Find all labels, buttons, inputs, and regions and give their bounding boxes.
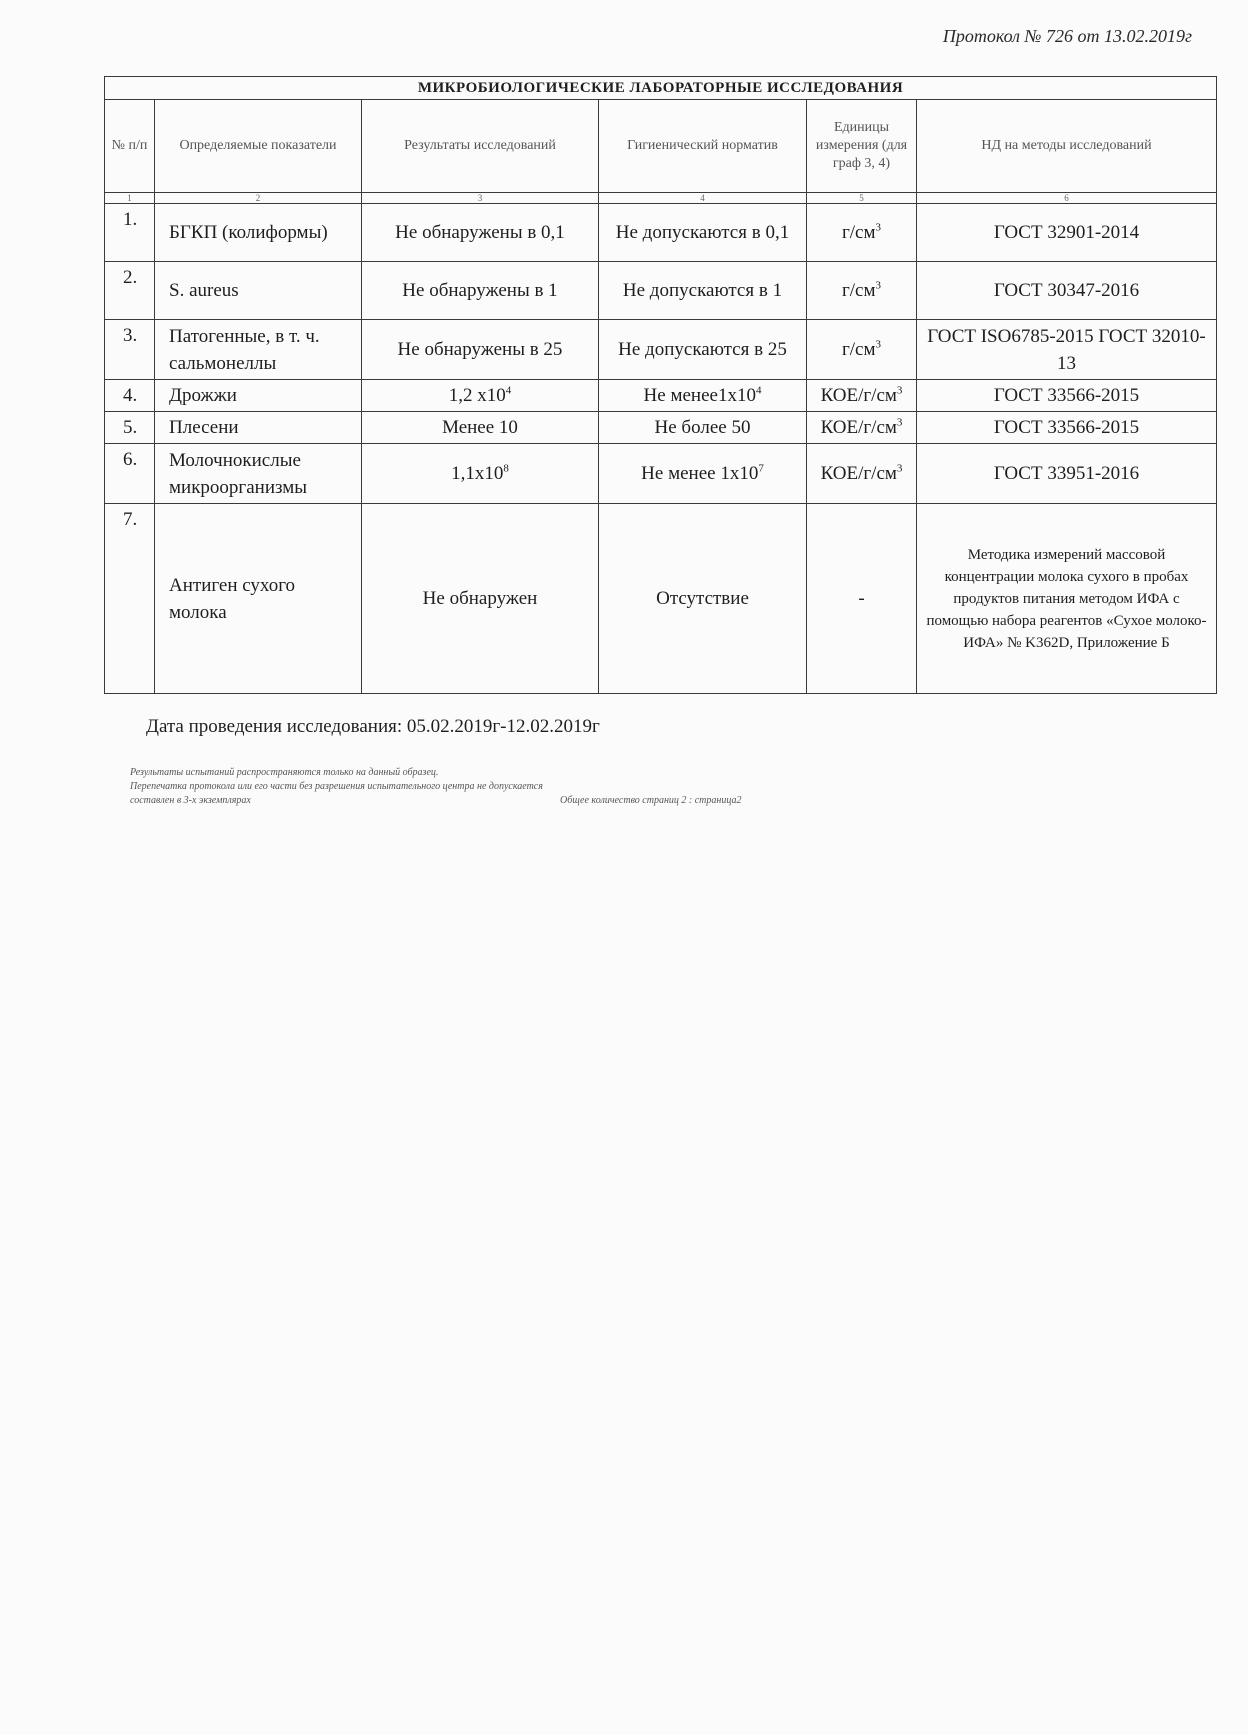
row-unit: - bbox=[807, 504, 917, 694]
row-number: 6. bbox=[105, 444, 155, 504]
column-header-norm: Гигиенический норматив bbox=[599, 100, 807, 193]
row-norm: Не более 50 bbox=[599, 412, 807, 444]
table-row bbox=[105, 412, 1217, 444]
column-header-indicator: Определяемые показатели bbox=[155, 100, 362, 193]
unit-sup: 3 bbox=[896, 416, 903, 429]
unit-sup: 3 bbox=[875, 279, 882, 292]
row-indicator: Дрожжи bbox=[155, 380, 362, 412]
table-title: МИКРОБИОЛОГИЧЕСКИЕ ЛАБОРАТОРНЫЕ ИССЛЕДОВАНИЯ bbox=[105, 77, 1217, 100]
table-row bbox=[105, 444, 1217, 504]
unit-sup: 3 bbox=[896, 462, 903, 475]
unit-text: г/см bbox=[841, 280, 876, 301]
row-indicator: Плесени bbox=[155, 412, 362, 444]
row-nd: ГОСТ 32901-2014 bbox=[917, 204, 1217, 262]
row-indicator: Патогенные, в т. ч. сальмонеллы bbox=[155, 320, 362, 380]
table-row bbox=[105, 380, 1217, 412]
column-number: 4 bbox=[599, 193, 807, 204]
result-text: 1,2 х10 bbox=[448, 385, 506, 406]
row-number: 3. bbox=[105, 320, 155, 380]
norm-sup: 7 bbox=[758, 462, 764, 475]
column-header-result: Результаты исследований bbox=[362, 100, 599, 193]
footer-notes bbox=[130, 766, 890, 808]
row-unit bbox=[807, 262, 917, 320]
unit-text: КОЕ/г/см bbox=[820, 385, 897, 406]
row-indicator: Молочнокислые микроорганизмы bbox=[155, 444, 362, 504]
unit-sup: 3 bbox=[875, 221, 882, 234]
row-unit bbox=[807, 380, 917, 412]
unit-text: г/см bbox=[841, 222, 876, 243]
row-number: 7. bbox=[105, 504, 155, 694]
row-result: Не обнаружены в 1 bbox=[362, 262, 599, 320]
table-row bbox=[105, 204, 1217, 262]
table-row bbox=[105, 320, 1217, 380]
row-nd: ГОСТ 33566-2015 bbox=[917, 412, 1217, 444]
microbiology-table bbox=[104, 76, 1216, 694]
row-number: 5. bbox=[105, 412, 155, 444]
row-result: Менее 10 bbox=[362, 412, 599, 444]
row-result: Не обнаружены в 25 bbox=[362, 320, 599, 380]
norm-text: Не менее1х10 bbox=[643, 385, 756, 406]
result-sup: 4 bbox=[505, 384, 512, 397]
row-number: 2. bbox=[105, 262, 155, 320]
row-norm: Не допускаются в 1 bbox=[599, 262, 807, 320]
footer-line-results: Результаты испытаний распространяются только на данный образец. bbox=[130, 767, 439, 778]
unit-text: КОЕ/г/см bbox=[820, 417, 897, 438]
row-norm bbox=[599, 444, 807, 504]
unit-sup: 3 bbox=[896, 384, 903, 397]
row-nd: ГОСТ 33566-2015 bbox=[917, 380, 1217, 412]
row-result: Не обнаружен bbox=[362, 504, 599, 694]
unit-sup: 3 bbox=[875, 338, 882, 351]
row-nd: Методика измерений массовой концентрации молока сухого в пробах продуктов питания методом ИФА с помощью набора реагентов «Сухое молоко-ИФА» № K362D, Приложение Б bbox=[917, 504, 1217, 694]
table-row bbox=[105, 504, 1217, 694]
column-number: 2 bbox=[155, 193, 362, 204]
row-number: 4. bbox=[105, 380, 155, 412]
footer-page-count: Общее количество страниц 2 : страница2 bbox=[560, 795, 742, 806]
column-header-nd: НД на методы исследований bbox=[917, 100, 1217, 193]
row-indicator: БГКП (колиформы) bbox=[155, 204, 362, 262]
row-nd: ГОСТ 33951-2016 bbox=[917, 444, 1217, 504]
row-result bbox=[362, 380, 599, 412]
unit-text: КОЕ/г/см bbox=[820, 463, 897, 484]
protocol-header: Протокол № 726 от 13.02.2019г bbox=[942, 26, 1192, 46]
column-header-num: № п/п bbox=[105, 100, 155, 193]
row-number: 1. bbox=[105, 204, 155, 262]
column-number: 1 bbox=[105, 193, 155, 204]
row-unit bbox=[807, 444, 917, 504]
norm-sup: 4 bbox=[755, 384, 762, 397]
column-number: 6 bbox=[917, 193, 1217, 204]
table-row bbox=[105, 262, 1217, 320]
row-result: Не обнаружены в 0,1 bbox=[362, 204, 599, 262]
row-unit bbox=[807, 412, 917, 444]
column-number: 3 bbox=[362, 193, 599, 204]
footer-line-reprint: Перепечатка протокола или его части без разрешения испытательного центра не допускается bbox=[130, 781, 543, 792]
row-unit bbox=[807, 204, 917, 262]
result-sup: 8 bbox=[503, 462, 509, 475]
unit-text: г/см bbox=[841, 339, 876, 360]
row-norm: Не допускаются в 0,1 bbox=[599, 204, 807, 262]
result-text: 1,1х10 bbox=[451, 463, 504, 484]
row-result bbox=[362, 444, 599, 504]
footer-line-copies: составлен в 3-х экземплярах bbox=[130, 795, 251, 806]
row-unit bbox=[807, 320, 917, 380]
row-indicator: S. aureus bbox=[155, 262, 362, 320]
column-number: 5 bbox=[807, 193, 917, 204]
row-nd: ГОСТ 30347-2016 bbox=[917, 262, 1217, 320]
research-date: Дата проведения исследования: 05.02.2019г-12.02.2019г bbox=[146, 716, 600, 737]
row-nd: ГОСТ ISO6785-2015 ГОСТ 32010-13 bbox=[917, 320, 1217, 380]
column-header-unit: Единицы измерения (для граф 3, 4) bbox=[807, 100, 917, 193]
row-indicator: Антиген сухого молока bbox=[155, 504, 362, 694]
row-norm: Отсутствие bbox=[599, 504, 807, 694]
row-norm: Не допускаются в 25 bbox=[599, 320, 807, 380]
norm-text: Не менее 1х10 bbox=[641, 463, 759, 484]
row-norm bbox=[599, 380, 807, 412]
